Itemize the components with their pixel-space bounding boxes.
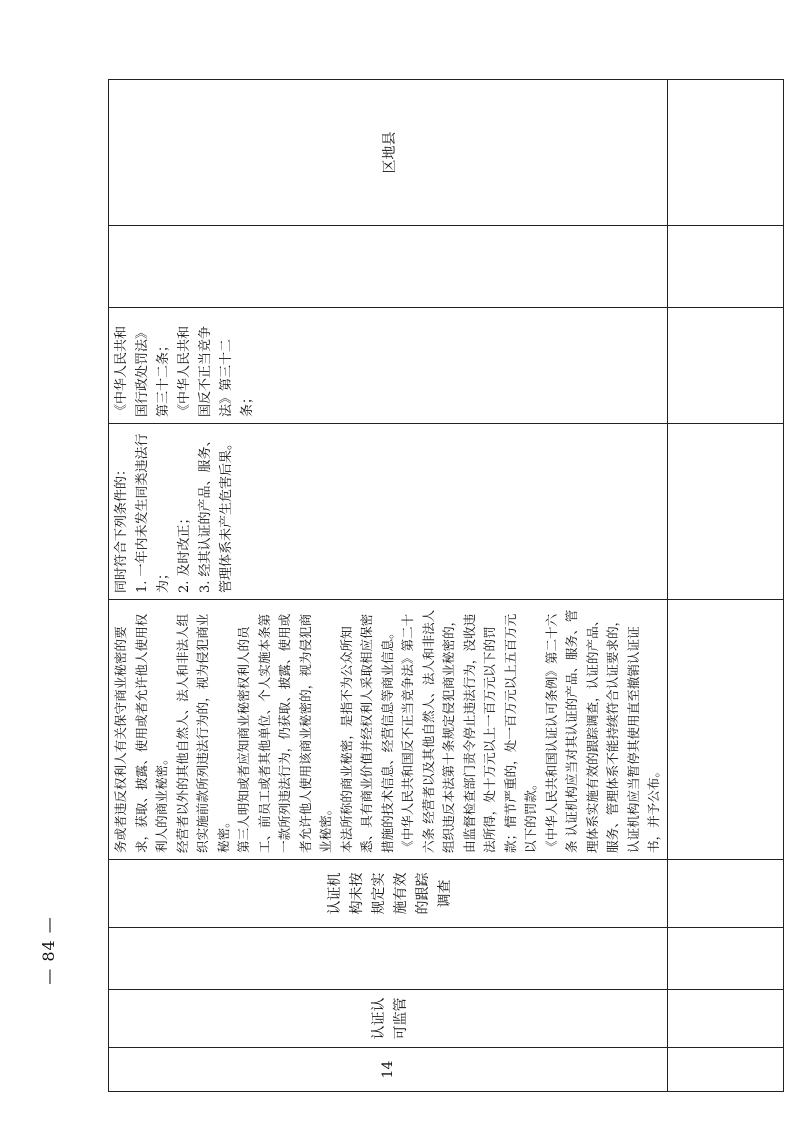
- legal-para-2: 经营者以外的其他自然人、法人和非法人组织实施前款所列违法行为的，视为侵犯商业秘密。: [174, 613, 231, 853]
- col-number: [109, 1048, 668, 1092]
- col-law-reference: [109, 308, 668, 424]
- legal-para-6: 《中华人民共和国认证认可条例》第二十六条 认证机构应当对其认证的产品、服务、管理体系实施有效的跟踪调查，认证的产品、服务、管理体系不能持续符合认证要求的，认证机构应当暂停其使用直至撤销认证证书，并予公布。: [543, 609, 661, 853]
- col-3: [109, 928, 668, 990]
- col-conditions: [109, 424, 668, 600]
- regulation-table: [108, 79, 784, 1092]
- legal-para-4: 本法所称的商业秘密，是指不为公众所知悉、具有商业价值并经权利人采取相应保密措施的技术信息、经营信息等商业信息。: [338, 613, 395, 853]
- table-row: [109, 80, 668, 1092]
- region-label: 区地县: [381, 131, 398, 174]
- legal-para-5: 《中华人民共和国反不正当竞争法》第二十六条 经营者以及其他自然人、法人和非法人组织违反本法第十条规定侵犯商业秘密的，由监督检查部门责令停止违法行为，没收违法所得，处十万元以上一百万元以下的罚款；情节严重的，处一百万元以上五百万元以下的罚款。: [400, 609, 538, 853]
- law-ref-2: 《中华人民共和国反不正当竞争法》第三十二条；: [177, 325, 255, 417]
- legal-para-3: 第三人明知或者应知商业秘密权利人的员工、前员工或者其他单位、个人实施本条第一款所列违法行为，仍获取、披露、使用或者允许他人使用该商业秘密的，视为侵犯商业秘密。: [236, 613, 333, 853]
- conditions-intro: 同时符合下列条件的：: [114, 462, 129, 593]
- col-region: [109, 80, 668, 226]
- col-category: [109, 990, 668, 1048]
- category-label: 认证认可监管: [370, 997, 409, 1040]
- condition-1: 1. 一年内未发生同类违法行为；: [135, 433, 171, 593]
- page-number: [28, 870, 68, 1030]
- row-number: 14: [379, 1060, 396, 1079]
- col-6: [667, 80, 783, 226]
- col-legal-basis: [109, 600, 668, 860]
- item-label: 认证机构未按规定实施有效的跟踪调查: [326, 872, 453, 915]
- condition-3: 3. 经其认证的产品、服务、管理体系未产生危害后果。: [198, 433, 234, 593]
- rotated-table-container: [108, 80, 676, 1092]
- table-row-empty: [667, 80, 783, 1092]
- col-item: [109, 860, 668, 928]
- condition-2: 2. 及时改正；: [177, 511, 192, 593]
- page-number-text: — 84 —: [38, 915, 58, 985]
- legal-para-1: 务或者违反权利人有关保守商业秘密的要求，获取、披露、使用或者允许他人使用权利人的商业秘密。: [113, 613, 169, 853]
- col-7: [109, 226, 668, 308]
- law-ref-1: 《中华人民共和国行政处罚法》第三十二条；: [114, 325, 171, 417]
